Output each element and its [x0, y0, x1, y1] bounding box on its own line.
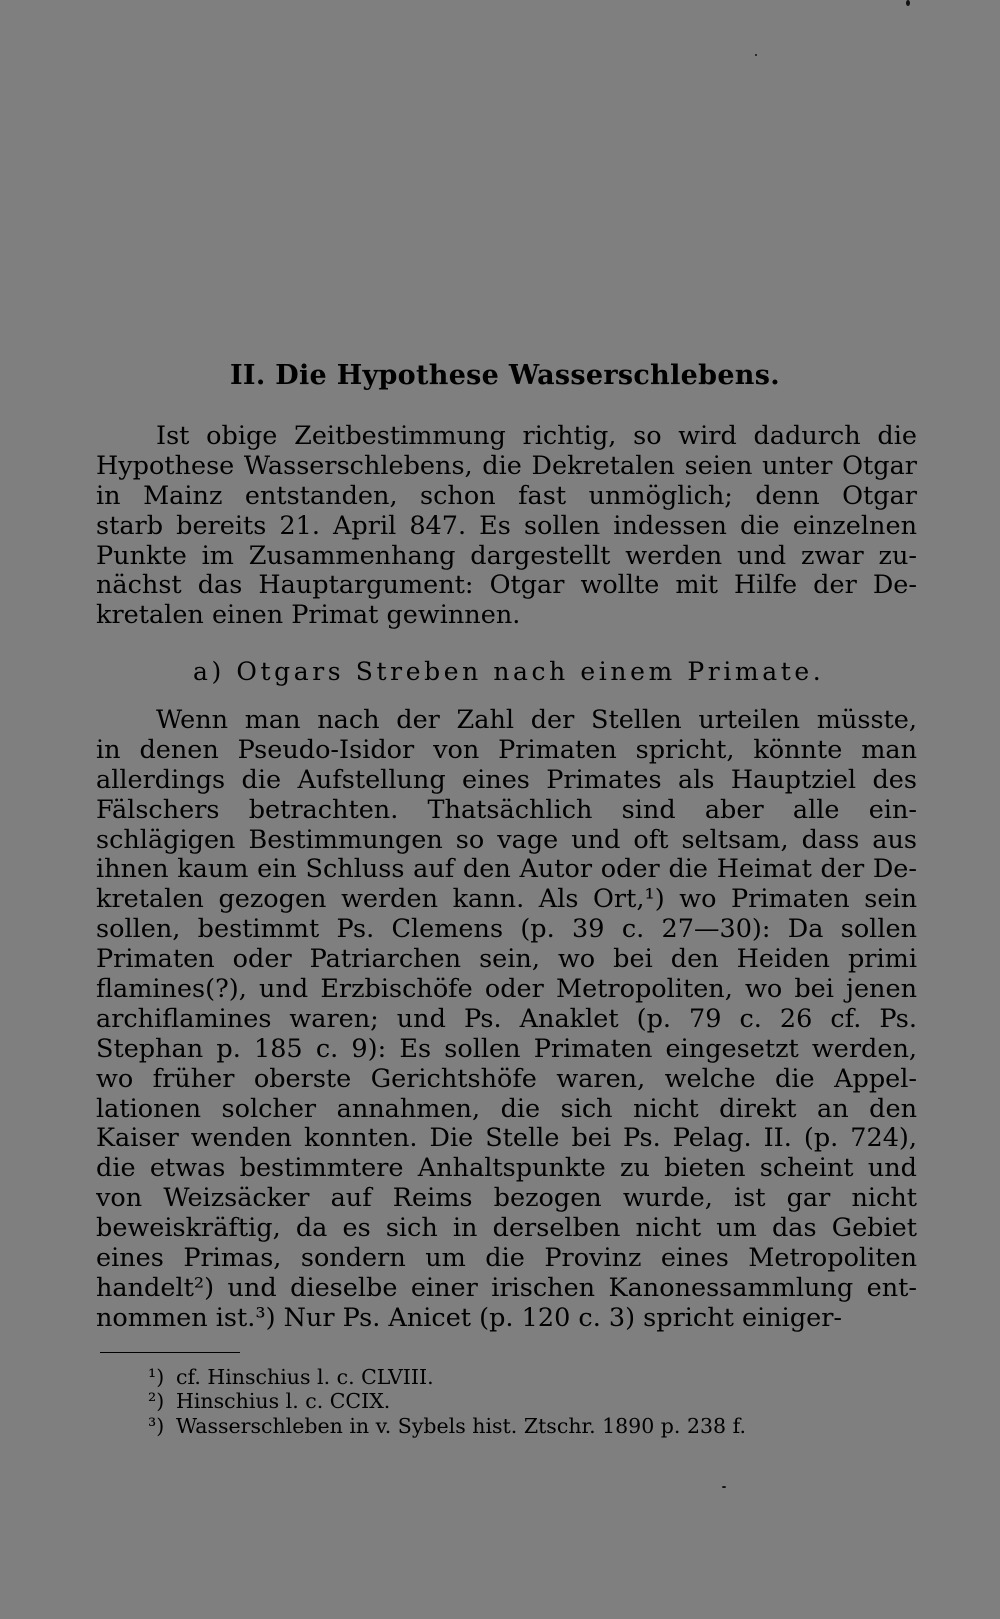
footnote-mark: ²): [148, 1389, 165, 1414]
text-line: Wenn man nach der Zahl der Stellen urteilen müsste,: [156, 706, 917, 735]
text-line: nächst das Hauptargument: Otgar wollte mit Hilfe der De-: [96, 571, 917, 601]
paragraph-1: [96, 422, 917, 631]
paragraph-2: [96, 706, 917, 1334]
text-line: Hypothese Wasserschlebens, die Dekretalen seien unter Otgar: [96, 451, 917, 481]
text-line: Stephan p. 185 c. 9): Es sollen Primaten eingesetzt werden,: [96, 1034, 917, 1064]
text-line: Kaiser wenden konnten. Die Stelle bei Ps. Pelag. II. (p. 724),: [96, 1124, 917, 1154]
text-line: sollen, bestimmt Ps. Clemens (p. 39 c. 27—30): Da sollen: [96, 915, 917, 945]
subsection-heading: a) Otgars Streben nach einem Primate.: [193, 657, 825, 686]
text-line: von Weizsäcker auf Reims bezogen wurde, ist gar nicht: [96, 1184, 917, 1214]
text-line: eines Primas, sondern um die Provinz eines Metropoliten: [96, 1244, 917, 1274]
text-line: nommen ist.³) Nur Ps. Anicet (p. 120 c. 3) spricht einiger-: [96, 1303, 843, 1333]
footnote-text: Wasserschleben in v. Sybels hist. Ztschr. 1890 p. 238 f.: [176, 1413, 746, 1438]
text-line: lationen solcher annahmen, die sich nicht direkt an den: [96, 1094, 917, 1124]
text-line: Ist obige Zeitbestimmung richtig, so wird dadurch die: [156, 422, 917, 451]
text-line: Fälschers betrachten. Thatsächlich sind aber alle ein-: [96, 795, 917, 825]
text-line: flamines(?), und Erzbischöfe oder Metropoliten, wo bei jenen: [96, 975, 917, 1005]
footnote-text: cf. Hinschius l. c. CLVIII.: [176, 1365, 434, 1389]
text-line: die etwas bestimmtere Anhaltspunkte zu bieten scheint und: [96, 1154, 917, 1184]
text-line: archiflamines waren; und Ps. Anaklet (p. 79 c. 26 cf. Ps.: [96, 1004, 917, 1034]
footnote-mark: ¹): [148, 1365, 165, 1389]
text-line: starb bereits 21. April 847. Es sollen indessen die einzelnen: [96, 511, 917, 541]
ink-speck: [722, 1486, 726, 1488]
ink-speck: [755, 54, 757, 56]
footnote-rule: [100, 1352, 240, 1353]
text-line: wo früher oberste Gerichtshöfe waren, welche die Appel-: [96, 1064, 917, 1094]
footnotes: [148, 1365, 848, 1438]
text-line: in denen Pseudo-Isidor von Primaten spricht, könnte man: [96, 735, 917, 765]
footnote-mark: ³): [148, 1413, 165, 1438]
text-line: in Mainz entstanden, schon fast unmöglich; denn Otgar: [96, 481, 917, 511]
text-line: Primaten oder Patriarchen sein, wo bei den Heiden primi: [96, 945, 917, 975]
section-heading: II. Die Hypothese Wasserschlebens.: [230, 360, 780, 391]
ink-speck: [906, 0, 910, 6]
text-line: beweiskräftig, da es sich in derselben nicht um das Gebiet: [96, 1214, 917, 1244]
text-line: ihnen kaum ein Schluss auf den Autor oder die Heimat der De-: [96, 855, 917, 885]
text-line: handelt²) und dieselbe einer irischen Kanonessammlung ent-: [96, 1273, 917, 1303]
footnote-1: [148, 1365, 848, 1389]
text-line: kretalen einen Primat gewinnen.: [96, 601, 521, 631]
text-line: allerdings die Aufstellung eines Primates als Hauptziel des: [96, 765, 917, 795]
text-line: kretalen gezogen werden kann. Als Ort,¹) wo Primaten sein: [96, 885, 917, 915]
footnote-2: [148, 1389, 848, 1413]
footnote-3: [148, 1414, 848, 1438]
text-line: schlägigen Bestimmungen so vage und oft seltsam, dass aus: [96, 825, 917, 855]
footnote-text: Hinschius l. c. CCIX.: [176, 1389, 391, 1414]
text-line: Punkte im Zusammenhang dargestellt werden und zwar zu-: [96, 541, 917, 571]
